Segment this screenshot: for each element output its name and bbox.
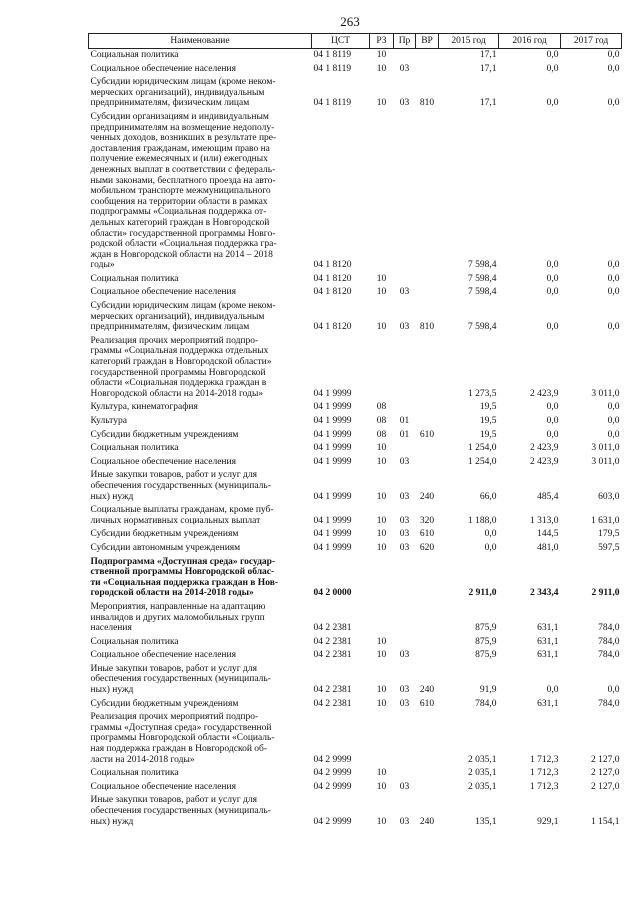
cell-2015: 0,0 bbox=[484, 542, 497, 553]
cell-cst: 04 2 2381 bbox=[313, 650, 352, 661]
cell-vr bbox=[416, 111, 439, 273]
cell-vr bbox=[416, 63, 439, 77]
cell-name: Субсидии автономным учреждениям bbox=[90, 542, 241, 553]
cell-rz: 08 bbox=[376, 416, 387, 426]
cell-2017: 0,0 bbox=[607, 50, 620, 60]
cell-2015: 17,1 bbox=[479, 63, 497, 74]
cell-2015: 7 598,4 bbox=[468, 287, 497, 298]
cell-2016: 0,0 bbox=[546, 322, 559, 333]
cell-2016: 2 423,9 bbox=[530, 388, 559, 399]
cell-cst: 04 1 9999 bbox=[313, 402, 352, 413]
header-row bbox=[89, 34, 622, 49]
cell-2016: 144,5 bbox=[537, 529, 559, 540]
cell-2017: 603,0 bbox=[598, 491, 620, 502]
cell-vr bbox=[416, 335, 439, 402]
cell-rz bbox=[370, 711, 394, 767]
cell-cst: 04 1 9999 bbox=[313, 529, 352, 540]
cell-2015: 17,1 bbox=[479, 50, 497, 60]
cell-name: Субсидии бюджетным учреждениям bbox=[90, 429, 239, 440]
cell-2017: 784,0 bbox=[598, 623, 620, 634]
cell-2016: 631,1 bbox=[537, 698, 559, 709]
cell-rz: 10 bbox=[376, 456, 387, 467]
table-row bbox=[89, 698, 622, 712]
cell-2017: 0,0 bbox=[607, 402, 620, 413]
table-row bbox=[89, 601, 622, 636]
cell-2017: 3 011,0 bbox=[591, 443, 620, 454]
cell-name: Иные закупки товаров, работ и услуг для обеспечения государственных (муниципаль- ных) нужд bbox=[90, 663, 271, 696]
cell-cst: 04 2 9999 bbox=[313, 816, 352, 827]
cell-rz bbox=[370, 111, 394, 273]
cell-vr: 620 bbox=[419, 542, 435, 553]
cell-vr: 240 bbox=[419, 491, 435, 502]
cell-2017: 2 911,0 bbox=[591, 588, 620, 599]
table-row bbox=[89, 711, 622, 767]
cell-rz: 10 bbox=[376, 542, 387, 553]
cell-vr bbox=[416, 601, 439, 636]
cell-cst: 04 1 8119 bbox=[313, 98, 352, 109]
cell-name: Социальная политика bbox=[90, 768, 179, 779]
cell-2016: 631,1 bbox=[537, 636, 559, 647]
cell-2015: 2 035,1 bbox=[468, 768, 497, 779]
cell-pr: 01 bbox=[399, 416, 410, 426]
cell-rz bbox=[370, 601, 394, 636]
cell-2016: 0,0 bbox=[546, 429, 559, 440]
cell-2016: 1 712,3 bbox=[530, 754, 559, 765]
cell-2015: 875,9 bbox=[475, 623, 497, 634]
cell-cst: 04 1 8119 bbox=[313, 50, 352, 60]
table-body bbox=[89, 49, 622, 830]
cell-vr: 240 bbox=[419, 685, 435, 696]
table-row bbox=[89, 111, 622, 273]
cell-rz: 08 bbox=[376, 402, 387, 413]
cell-pr: 03 bbox=[399, 491, 410, 502]
table-row bbox=[89, 456, 622, 470]
cell-pr bbox=[394, 273, 416, 287]
cell-2015: 66,0 bbox=[479, 491, 497, 502]
table-row bbox=[89, 76, 622, 111]
cell-rz: 10 bbox=[376, 443, 387, 454]
cell-2017: 0,0 bbox=[607, 322, 620, 333]
cell-cst: 04 1 8120 bbox=[313, 273, 352, 284]
cell-2016: 1 712,3 bbox=[530, 768, 559, 779]
cell-cst: 04 2 2381 bbox=[313, 623, 352, 634]
cell-pr: 03 bbox=[399, 322, 410, 333]
cell-2015: 875,9 bbox=[475, 650, 497, 661]
cell-pr: 03 bbox=[399, 816, 410, 827]
cell-2017: 0,0 bbox=[607, 416, 620, 426]
cell-rz: 10 bbox=[376, 322, 387, 333]
table-row bbox=[89, 415, 622, 429]
cell-2016: 1 712,3 bbox=[530, 781, 559, 792]
cell-name: Социальная политика bbox=[90, 50, 179, 60]
cell-2017: 0,0 bbox=[607, 260, 620, 271]
cell-pr: 01 bbox=[399, 429, 410, 440]
cell-pr: 03 bbox=[399, 698, 410, 709]
cell-name: Социальное обеспечение населения bbox=[90, 287, 236, 298]
cell-rz: 10 bbox=[376, 491, 387, 502]
cell-pr bbox=[394, 49, 416, 63]
cell-vr bbox=[416, 649, 439, 663]
cell-name: Иные закупки товаров, работ и услуг для обеспечения государственных (муниципаль- ных) нужд bbox=[90, 470, 271, 502]
cell-2017: 784,0 bbox=[598, 636, 620, 647]
cell-cst: 04 2 2381 bbox=[313, 685, 352, 696]
cell-2015: 1 254,0 bbox=[468, 443, 497, 454]
cell-pr bbox=[394, 111, 416, 273]
cell-rz: 10 bbox=[376, 636, 387, 647]
cell-name: Социальная политика bbox=[90, 636, 179, 647]
cell-cst: 04 1 9999 bbox=[313, 388, 352, 399]
table-row bbox=[89, 781, 622, 795]
col-header-pr: Пр bbox=[394, 34, 416, 49]
cell-2017: 784,0 bbox=[598, 650, 620, 661]
cell-vr bbox=[416, 556, 439, 601]
cell-cst: 04 1 9999 bbox=[313, 416, 352, 426]
cell-name: Субсидии бюджетным учреждениям bbox=[90, 698, 239, 709]
table-row bbox=[89, 528, 622, 542]
cell-2016: 631,1 bbox=[537, 650, 559, 661]
cell-cst: 04 1 9999 bbox=[313, 542, 352, 553]
table-row bbox=[89, 767, 622, 781]
table-row bbox=[89, 556, 622, 601]
cell-name: Социальная политика bbox=[90, 273, 179, 284]
cell-2016: 2 343,4 bbox=[530, 588, 559, 599]
cell-vr: 610 bbox=[419, 698, 435, 709]
cell-2016: 0,0 bbox=[546, 273, 559, 284]
cell-pr: 03 bbox=[399, 685, 410, 696]
cell-cst: 04 1 8120 bbox=[313, 287, 352, 298]
table-row bbox=[89, 286, 622, 300]
cell-name: Культура bbox=[90, 416, 127, 426]
cell-cst: 04 1 9999 bbox=[313, 443, 352, 454]
table-row bbox=[89, 636, 622, 650]
cell-2017: 2 127,0 bbox=[591, 781, 620, 792]
cell-2017: 597,5 bbox=[598, 542, 620, 553]
cell-vr: 610 bbox=[419, 429, 435, 440]
cell-2015: 7 598,4 bbox=[468, 273, 497, 284]
cell-2016: 2 423,9 bbox=[530, 456, 559, 467]
cell-2016: 2 423,9 bbox=[530, 443, 559, 454]
table-row bbox=[89, 542, 622, 556]
cell-2015: 1 254,0 bbox=[468, 456, 497, 467]
cell-rz: 10 bbox=[376, 287, 387, 298]
cell-2016: 0,0 bbox=[546, 260, 559, 271]
cell-rz: 10 bbox=[376, 685, 387, 696]
cell-name: Реализация прочих мероприятий подпро- граммы «Социальная поддержка отдельных категорий граждан в Новгородской области» государственной программы Новгородской области «Социальная поддержка граждан в Новгородской области на 2014-2018 годы» bbox=[90, 335, 272, 399]
cell-2015: 91,9 bbox=[479, 685, 497, 696]
table-row bbox=[89, 401, 622, 415]
cell-vr: 810 bbox=[419, 322, 435, 333]
cell-vr: 320 bbox=[419, 515, 435, 526]
cell-name: Субсидии организациям и индивидуальным предпринимателям на возмещение недополу- ченных доходов, возникших в результате пре- доставления гражданам, имеющим право на получение ежемесячных и (или) ежегодных денежных выплат в соответствии с федераль- ными законами, бесплатного проезда на авто- мобильном транспорте межмуниципального сообщения на территории области в рамках подпрограммы «Социальная поддержка от- дельных категорий граждан в Новгородской области» государственной программы Новго- родской области «Социальная поддержка гра- ждан в Новгородской области на 2014 – 2018 годы» bbox=[90, 111, 277, 271]
page-number: 263 bbox=[340, 14, 360, 29]
table-row bbox=[89, 273, 622, 287]
table-row bbox=[89, 504, 622, 528]
col-header-2015: 2015 год bbox=[439, 34, 499, 49]
cell-pr bbox=[394, 556, 416, 601]
cell-rz bbox=[370, 556, 394, 601]
cell-vr bbox=[416, 711, 439, 767]
cell-2016: 0,0 bbox=[546, 63, 559, 74]
cell-vr: 810 bbox=[419, 98, 435, 109]
cell-2016: 929,1 bbox=[537, 816, 559, 827]
cell-rz: 08 bbox=[376, 429, 387, 440]
cell-2015: 0,0 bbox=[484, 529, 497, 540]
cell-vr bbox=[416, 49, 439, 63]
cell-2015: 784,0 bbox=[475, 698, 497, 709]
cell-pr: 03 bbox=[399, 650, 410, 661]
cell-rz: 10 bbox=[376, 768, 387, 779]
cell-name: Социальные выплаты гражданам, кроме пуб- личных нормативных социальных выплат bbox=[90, 505, 274, 526]
table-row bbox=[89, 429, 622, 443]
cell-2017: 3 011,0 bbox=[591, 456, 620, 467]
cell-vr bbox=[416, 401, 439, 415]
cell-2016: 485,4 bbox=[537, 491, 559, 502]
cell-2015: 135,1 bbox=[475, 816, 497, 827]
cell-pr bbox=[394, 636, 416, 650]
cell-rz bbox=[370, 335, 394, 402]
cell-2016: 0,0 bbox=[546, 50, 559, 60]
col-header-2017: 2017 год bbox=[561, 34, 622, 49]
cell-name: Субсидии бюджетным учреждениям bbox=[90, 529, 239, 540]
cell-cst: 04 1 9999 bbox=[313, 515, 352, 526]
cell-2016: 631,1 bbox=[537, 623, 559, 634]
cell-2015: 19,5 bbox=[479, 429, 497, 440]
col-header-cst: ЦСТ bbox=[312, 34, 370, 49]
cell-2017: 0,0 bbox=[607, 98, 620, 109]
cell-vr bbox=[416, 415, 439, 429]
table-row bbox=[89, 442, 622, 456]
table-row bbox=[89, 335, 622, 402]
cell-vr bbox=[416, 781, 439, 795]
cell-name: Социальное обеспечение населения bbox=[90, 781, 236, 792]
cell-cst: 04 1 9999 bbox=[313, 456, 352, 467]
cell-cst: 04 1 9999 bbox=[313, 491, 352, 502]
cell-name: Культура, кинематография bbox=[90, 402, 198, 413]
cell-pr: 03 bbox=[399, 456, 410, 467]
cell-2017: 1 154,1 bbox=[591, 816, 620, 827]
cell-2015: 7 598,4 bbox=[468, 322, 497, 333]
cell-pr: 03 bbox=[399, 781, 410, 792]
cell-2016: 0,0 bbox=[546, 98, 559, 109]
cell-2017: 0,0 bbox=[607, 429, 620, 440]
cell-2017: 784,0 bbox=[598, 698, 620, 709]
cell-pr bbox=[394, 767, 416, 781]
cell-vr bbox=[416, 456, 439, 470]
cell-2017: 3 011,0 bbox=[591, 388, 620, 399]
cell-2015: 1 273,5 bbox=[468, 388, 497, 399]
cell-pr bbox=[394, 711, 416, 767]
col-header-name: Наименование bbox=[89, 34, 312, 49]
cell-name: Субсидии юридическим лицам (кроме неком- мерческих организаций), индивидуальным предпринимателям, физическим лицам bbox=[90, 301, 276, 333]
cell-rz: 10 bbox=[376, 273, 387, 284]
cell-vr bbox=[416, 767, 439, 781]
cell-rz: 10 bbox=[376, 650, 387, 661]
table-row bbox=[89, 663, 622, 698]
budget-table bbox=[88, 33, 622, 829]
cell-name: Реализация прочих мероприятий подпро- граммы «Доступная среда» государственной программы Новгородской области «Социаль- ная поддержка граждан в Новгородской об- ласти на 2014-2018 годы» bbox=[90, 712, 275, 765]
cell-name: Социальное обеспечение населения bbox=[90, 63, 236, 74]
cell-2016: 0,0 bbox=[546, 416, 559, 426]
cell-2017: 0,0 bbox=[607, 273, 620, 284]
table-row bbox=[89, 49, 622, 63]
col-header-2016: 2016 год bbox=[499, 34, 561, 49]
table-row bbox=[89, 469, 622, 504]
cell-2017: 0,0 bbox=[607, 685, 620, 696]
cell-2015: 7 598,4 bbox=[468, 260, 497, 271]
cell-vr bbox=[416, 442, 439, 456]
table-row bbox=[89, 63, 622, 77]
cell-2016: 481,0 bbox=[537, 542, 559, 553]
cell-name: Мероприятия, направленные на адаптацию инвалидов и других маломобильных групп населения bbox=[90, 601, 266, 634]
cell-2016: 0,0 bbox=[546, 287, 559, 298]
cell-2016: 0,0 bbox=[546, 402, 559, 413]
col-header-rz: РЗ bbox=[370, 34, 394, 49]
cell-2015: 2 035,1 bbox=[468, 781, 497, 792]
cell-2015: 19,5 bbox=[479, 416, 497, 426]
cell-cst: 04 2 9999 bbox=[313, 781, 352, 792]
cell-vr bbox=[416, 636, 439, 650]
cell-rz: 10 bbox=[376, 63, 387, 74]
cell-rz: 10 bbox=[376, 816, 387, 827]
cell-2015: 1 188,0 bbox=[468, 515, 497, 526]
cell-cst: 04 1 8119 bbox=[313, 63, 352, 74]
col-header-vr: ВР bbox=[416, 34, 439, 49]
cell-2015: 19,5 bbox=[479, 402, 497, 413]
cell-pr: 03 bbox=[399, 63, 410, 74]
table-row bbox=[89, 300, 622, 335]
cell-2017: 2 127,0 bbox=[591, 754, 620, 765]
cell-cst: 04 2 9999 bbox=[313, 768, 352, 779]
cell-pr bbox=[394, 401, 416, 415]
cell-pr: 03 bbox=[399, 542, 410, 553]
cell-2015: 2 035,1 bbox=[468, 754, 497, 765]
cell-2017: 0,0 bbox=[607, 63, 620, 74]
cell-vr: 240 bbox=[419, 816, 435, 827]
cell-2017: 0,0 bbox=[607, 287, 620, 298]
cell-2015: 875,9 bbox=[475, 636, 497, 647]
cell-rz: 10 bbox=[376, 529, 387, 540]
cell-vr: 610 bbox=[419, 529, 435, 540]
cell-2015: 17,1 bbox=[479, 98, 497, 109]
cell-name: Иные закупки товаров, работ и услуг для обеспечения государственных (муниципаль- ных) нужд bbox=[90, 795, 271, 827]
cell-name: Социальное обеспечение населения bbox=[90, 456, 236, 467]
cell-pr bbox=[394, 442, 416, 456]
cell-2015: 2 911,0 bbox=[468, 588, 497, 599]
table-row bbox=[89, 649, 622, 663]
cell-vr bbox=[416, 286, 439, 300]
cell-name: Подпрограмма «Доступная среда» государ- ственной программы Новгородской облас- ти «Социальная поддержка граждан в Нов- городской области на 2014-2018 годы» bbox=[90, 556, 278, 599]
cell-2017: 179,5 bbox=[598, 529, 620, 540]
cell-cst: 04 2 0000 bbox=[313, 588, 352, 599]
cell-cst: 04 1 9999 bbox=[313, 429, 352, 440]
cell-cst: 04 2 2381 bbox=[313, 636, 352, 647]
cell-cst: 04 2 9999 bbox=[313, 754, 352, 765]
cell-pr: 03 bbox=[399, 529, 410, 540]
cell-name: Субсидии юридическим лицам (кроме неком- мерческих организаций), индивидуальным предпринимателям, физическим лицам bbox=[90, 77, 276, 109]
cell-rz: 10 bbox=[376, 98, 387, 109]
cell-rz: 10 bbox=[376, 50, 387, 60]
cell-2016: 1 313,0 bbox=[530, 515, 559, 526]
cell-vr bbox=[416, 273, 439, 287]
cell-pr bbox=[394, 601, 416, 636]
cell-name: Социальное обеспечение населения bbox=[90, 650, 236, 661]
cell-pr: 03 bbox=[399, 98, 410, 109]
cell-cst: 04 1 8120 bbox=[313, 260, 352, 271]
cell-name: Социальная политика bbox=[90, 443, 179, 454]
cell-pr: 03 bbox=[399, 515, 410, 526]
cell-cst: 04 2 2381 bbox=[313, 698, 352, 709]
cell-pr: 03 bbox=[399, 287, 410, 298]
cell-rz: 10 bbox=[376, 698, 387, 709]
cell-pr bbox=[394, 335, 416, 402]
cell-2017: 1 631,0 bbox=[591, 515, 620, 526]
cell-2016: 0,0 bbox=[546, 685, 559, 696]
cell-cst: 04 1 8120 bbox=[313, 322, 352, 333]
cell-2017: 2 127,0 bbox=[591, 768, 620, 779]
cell-rz: 10 bbox=[376, 515, 387, 526]
cell-rz: 10 bbox=[376, 781, 387, 792]
table-row bbox=[89, 794, 622, 829]
